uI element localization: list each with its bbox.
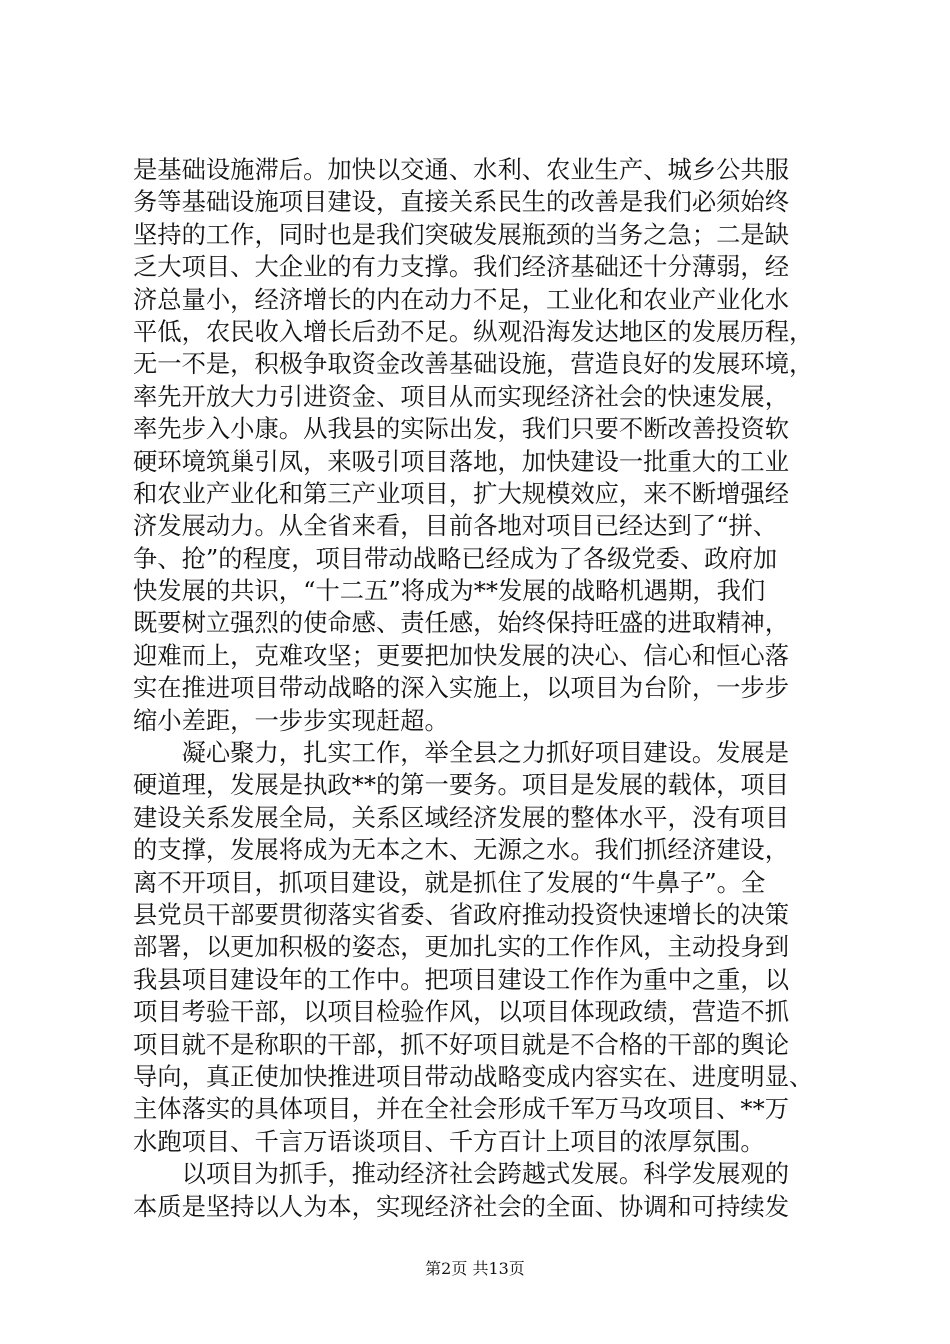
text-line: 水跑项目、千言万语谈项目、千方百计上项目的浓厚氛围。 xyxy=(133,1126,765,1156)
text-line: 以项目为抓手，推动经济社会跨越式发展。科学发展观的 xyxy=(133,1159,790,1189)
text-line: 坚持的工作，同时也是我们突破发展瓶颈的当务之急；二是缺 xyxy=(133,219,790,249)
text-line: 既要树立强烈的使命感、责任感，始终保持旺盛的进取精神， xyxy=(133,608,790,638)
text-line: 济总量小，经济增长的内在动力不足，工业化和农业产业化水 xyxy=(133,284,790,314)
text-line: 主体落实的具体项目，并在全社会形成千军万马攻项目、**万 xyxy=(133,1094,790,1124)
text-line: 争、抢”的程度，项目带动战略已经成为了各级党委、政府加 xyxy=(133,543,778,573)
text-line: 硬环境筑巢引凤，来吸引项目落地，加快建设一批重大的工业 xyxy=(133,446,790,476)
text-line: 离不开项目，抓项目建设，就是抓住了发展的“牛鼻子”。全 xyxy=(133,867,766,897)
text-line: 是基础设施滞后。加快以交通、水利、农业生产、城乡公共服 xyxy=(133,155,790,184)
text-line: 务等基础设施项目建设，直接关系民生的改善是我们必须始终 xyxy=(133,187,790,217)
text-line: 部署，以更加积极的姿态，更加扎实的工作作风，主动投身到 xyxy=(133,932,790,962)
text-line: 和农业产业化和第三产业项目，扩大规模效应，来不断增强经 xyxy=(133,478,790,508)
text-line: 缩小差距，一步步实现赶超。 xyxy=(133,705,449,735)
text-line: 硬道理，发展是执政**的第一要务。项目是发展的载体，项目 xyxy=(133,770,790,800)
text-line: 本质是坚持以人为本，实现经济社会的全面、协调和可持续发 xyxy=(133,1191,790,1221)
text-line: 项目考验干部，以项目检验作风，以项目体现政绩，营造不抓 xyxy=(133,997,790,1027)
text-line: 的支撑，发展将成为无本之木、无源之水。我们抓经济建设， xyxy=(133,835,790,865)
text-line: 率先开放大力引进资金、项目从而实现经济社会的快速发展， xyxy=(133,381,790,411)
page-footer xyxy=(0,1256,950,1279)
page-number-label: 第2页 共13页 xyxy=(425,1259,525,1278)
text-line: 迎难而上，克难攻坚；更要把加快发展的决心、信心和恒心落 xyxy=(133,640,790,670)
text-line: 导向，真正使加快推进项目带动战略变成内容实在、进度明显、 xyxy=(133,1061,814,1091)
text-line: 平低，农民收入增长后劲不足。纵观沿海发达地区的发展历程， xyxy=(133,316,814,346)
text-line: 建设关系发展全局，关系区域经济发展的整体水平，没有项目 xyxy=(133,802,790,832)
text-line: 乏大项目、大企业的有力支撑。我们经济基础还十分薄弱，经 xyxy=(133,252,790,282)
text-line: 快发展的共识，“十二五”将成为**发展的战略机遇期，我们 xyxy=(133,576,766,606)
text-line: 我县项目建设年的工作中。把项目建设工作作为重中之重，以 xyxy=(133,964,790,994)
text-line: 凝心聚力，扎实工作，举全县之力抓好项目建设。发展是 xyxy=(133,738,790,768)
text-line: 率先步入小康。从我县的实际出发，我们只要不断改善投资软 xyxy=(133,414,790,444)
document-body xyxy=(133,154,833,1223)
text-line: 项目就不是称职的干部，抓不好项目就是不合格的干部的舆论 xyxy=(133,1029,790,1059)
text-line: 济发展动力。从全省来看，目前各地对项目已经达到了“拼、 xyxy=(133,511,778,541)
text-line: 实在推进项目带动战略的深入实施上，以项目为台阶，一步步 xyxy=(133,673,790,703)
text-line: 县党员干部要贯彻落实省委、省政府推动投资快速增长的决策 xyxy=(133,899,790,929)
text-line: 无一不是，积极争取资金改善基础设施，营造良好的发展环境， xyxy=(133,349,814,379)
